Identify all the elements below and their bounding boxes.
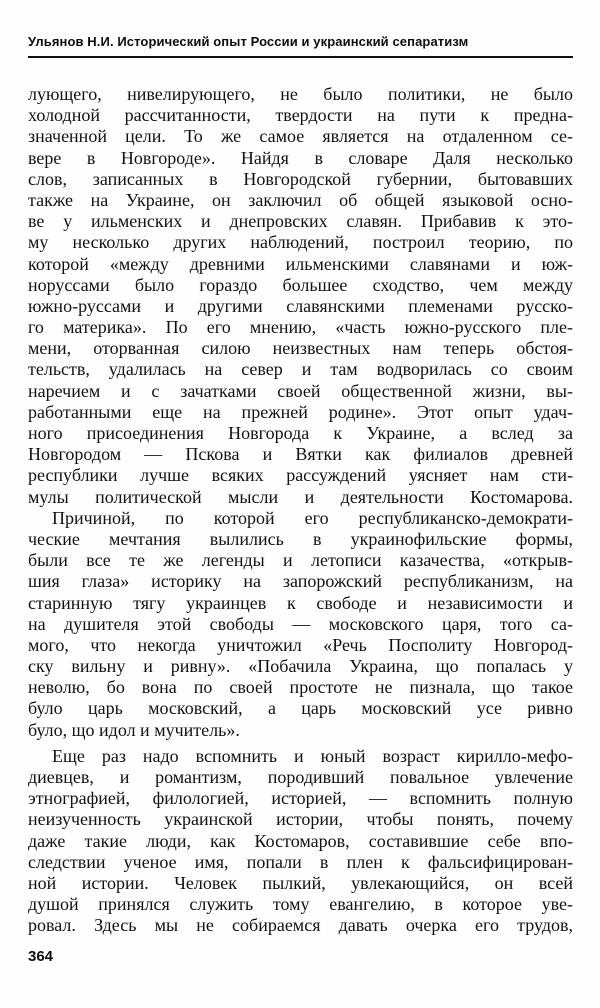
paragraph xyxy=(28,508,573,741)
text-line: работанными еще на прежней родине». Этот опыт удач- xyxy=(28,401,573,422)
text-line: ску вильну и ривну». «Побачила Украина, що попалась у xyxy=(28,656,573,677)
text-line: республики лучше всяких рассуждений уясняет нам сти- xyxy=(28,465,573,486)
text-line: неизученность украинской истории, чтобы понять, почему xyxy=(28,809,573,830)
text-line: було, що идол и мучитель». xyxy=(28,719,240,740)
text-line: вере в Новгороде». Найдя в словаре Даля несколько xyxy=(28,147,573,168)
paragraph xyxy=(28,746,573,937)
text-line: Еще раз надо вспомнить и юный возраст кирилло-мефо- xyxy=(52,745,573,766)
text-line: также на Украине, он заключил об общей языковой осно- xyxy=(28,189,573,210)
text-line: старинную тягу украинцев к свободе и независимости и xyxy=(28,592,573,613)
text-line: мулы политической мысли и деятельности Костомарова. xyxy=(28,486,573,507)
text-line: даже такие люди, как Костомаров, составившие себе впо- xyxy=(28,830,573,851)
text-line: неволю, бо вона по своей простоте не пизнала, що такое xyxy=(28,677,573,698)
text-line: шия глаза» историку на запорожский республиканизм, на xyxy=(28,571,573,592)
paragraph xyxy=(28,84,573,508)
header-rule xyxy=(28,56,573,58)
text-line: Новгородом — Пскова и Вятки как филиалов древней xyxy=(28,444,573,465)
text-line: холодной рассчитанности, твердости на пути к предна- xyxy=(28,105,573,126)
text-line: слов, записанных в Новгородской губернии, бытовавших xyxy=(28,168,573,189)
text-line: Причиной, по которой его республиканско-демократи- xyxy=(52,507,573,528)
text-line: этнографией, филологией, историей, — вспомнить полную xyxy=(28,788,573,809)
text-line: ной истории. Человек пылкий, увлекающийся, он всей xyxy=(28,872,573,893)
text-line: лующего, нивелирующего, не было политики, не было xyxy=(28,84,573,104)
text-line: диевцев, и романтизм, породивший повальное увлечение xyxy=(28,767,573,787)
text-line: ного присоединения Новгорода к Украине, а вслед за xyxy=(28,423,573,443)
text-line: мени, оторванная силою неизвестных нам теперь обстоя- xyxy=(28,338,573,359)
text-line: мого, что некогда уничтожил «Речь Посполиту Новгород- xyxy=(28,634,573,655)
text-line: наречием и с зачатками своей общественной жизни, вы- xyxy=(28,380,573,401)
text-line: ческие мечтания вылились в украинофильские формы, xyxy=(28,528,573,549)
text-line: следствии ученое имя, попали в плен к фальсифицирован- xyxy=(28,851,573,872)
text-line: норуссами было гораздо большее сходство, чем между xyxy=(28,274,573,295)
text-line: було царь московский, а царь московский усе ривно xyxy=(28,698,573,719)
text-line: тельств, удалилась на север и там водворилась со своим xyxy=(28,359,573,380)
text-line: были все те же легенды и летописи казачества, «открыв- xyxy=(28,550,573,571)
text-line: ве у ильменских и днепровских славян. Прибавив к это- xyxy=(28,211,573,232)
text-line: которой «между древними ильменскими славянами и юж- xyxy=(28,253,573,274)
text-line: му несколько других наблюдений, построил теорию, по xyxy=(28,232,573,253)
text-line: го материка». По его мнению, «часть южно-русского пле- xyxy=(28,317,573,338)
page-number: 364 xyxy=(28,948,54,965)
text-line: душой принялся служить тому евангелию, в которое уве- xyxy=(28,894,573,915)
text-line: ровал. Здесь мы не собираемся давать очерка его трудов, xyxy=(28,915,573,936)
running-title: Ульянов Н.И. Исторический опыт России и украинский сепаратизм xyxy=(28,34,469,49)
text-line: значенной цели. То же самое является на отдаленном се- xyxy=(28,126,573,147)
text-line: южно-руссами и другими славянскими племенами русско- xyxy=(28,295,573,316)
text-line: на душителя этой свободы — московского царя, того са- xyxy=(28,613,573,634)
page-body xyxy=(28,84,573,937)
